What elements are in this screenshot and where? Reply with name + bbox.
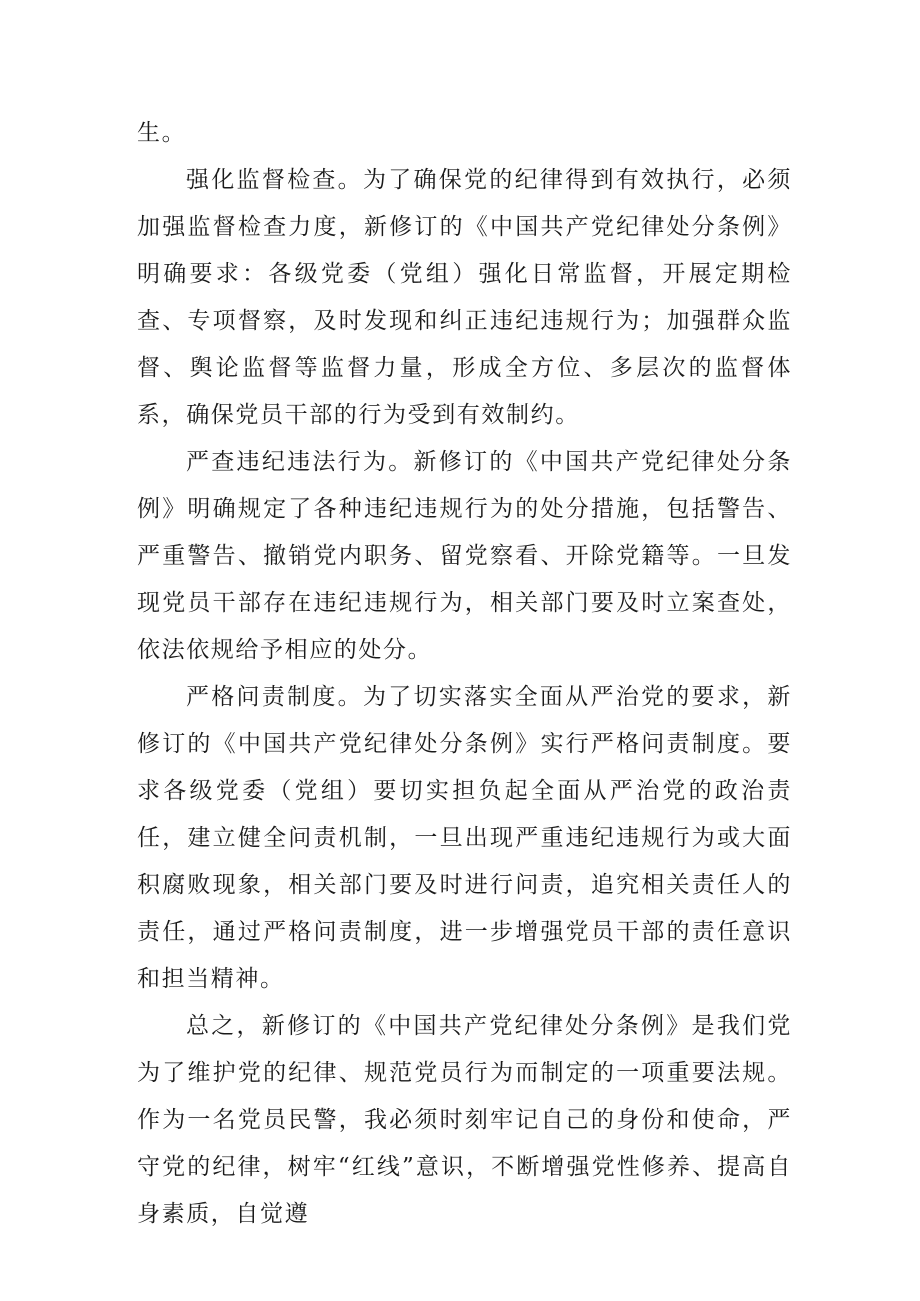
document-body (137, 110, 792, 1238)
paragraph-continuation: 生。 (137, 120, 187, 146)
paragraph-supervision-inspection: 强化监督检查。为了确保党的纪律得到有效执行，必须加强监督检查力度，新修订的《中国共产党纪律处分条例》明确要求：各级党委（党组）强化日常监督，开展定期检查、专项督察，及时发现和纠正违纪违规行为；加强群众监督、舆论监督等监督力量，形成全方位、多层次的监督体系，确保党员干部的行为受到有效制约。 (137, 167, 792, 428)
paragraph-investigate-violations: 严查违纪违法行为。新修订的《中国共产党纪律处分条例》明确规定了各种违纪违规行为的处分措施，包括警告、严重警告、撤销党内职务、留党察看、开除党籍等。一旦发现党员干部存在违纪违规行为，相关部门要及时立案查处，依法依规给予相应的处分。 (137, 449, 792, 663)
paragraph-accountability-system: 严格问责制度。为了切实落实全面从严治党的要求，新修订的《中国共产党纪律处分条例》实行严格问责制度。要求各级党委（党组）要切实担负起全面从严治党的政治责任，建立健全问责机制，一旦出现严重违纪违规行为或大面积腐败现象，相关部门要及时进行问责，追究相关责任人的责任，通过严格问责制度，进一步增强党员干部的责任意识和担当精神。 (137, 684, 792, 992)
paragraph-conclusion: 总之，新修订的《中国共产党纪律处分条例》是我们党为了维护党的纪律、规范党员行为而制定的一项重要法规。作为一名党员民警，我必须时刻牢记自己的身份和使命，严守党的纪律，树牢“红线”意识，不断增强党性修养、提高自身素质，自觉遵 (137, 1013, 792, 1227)
